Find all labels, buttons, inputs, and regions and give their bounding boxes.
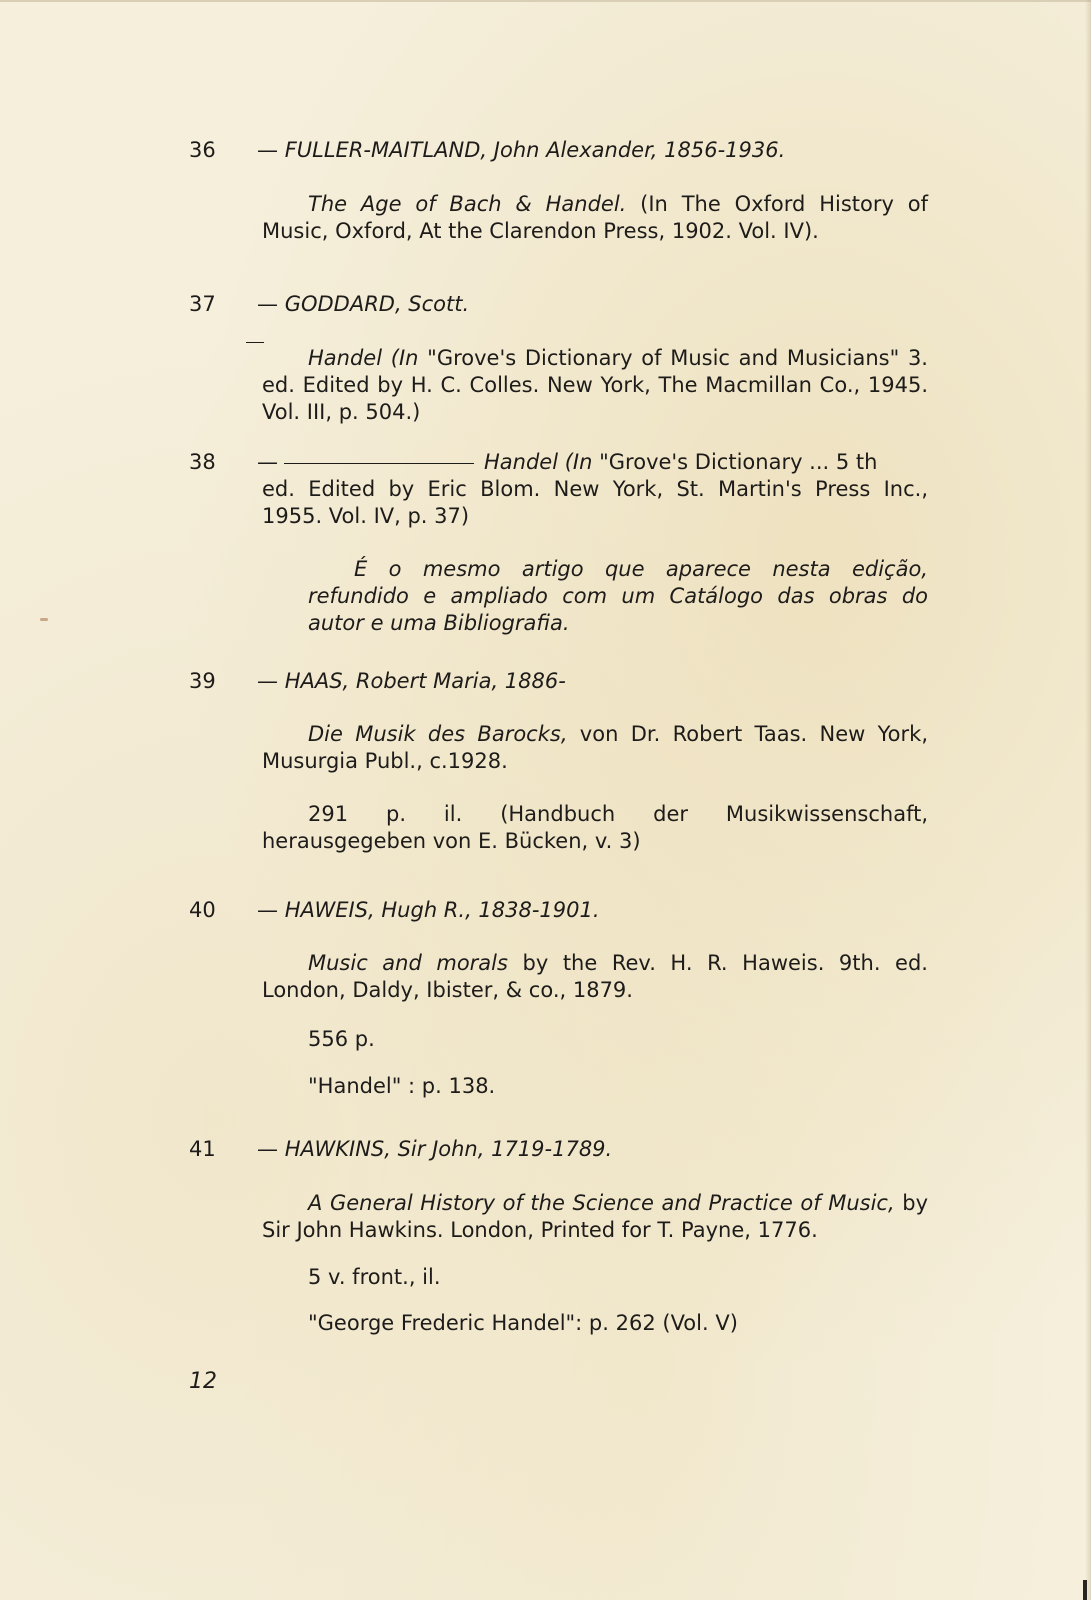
entry-38-citation [262, 476, 928, 530]
entry-number: 40 [189, 898, 216, 922]
work-title: Die Musik des Barocks, [308, 722, 568, 746]
page-number: 12 [189, 1369, 217, 1394]
entry-41-citation [262, 1190, 928, 1244]
citation-text: by Sir John Hawkins. London, Printed for T. Payne, 1776. [262, 1191, 929, 1242]
entry-number: 38 [189, 450, 216, 474]
entry-number: 41 [189, 1137, 216, 1161]
entry-author: HAWEIS, Hugh R., 1838-1901. [284, 898, 600, 922]
entry-dash: — [257, 669, 278, 693]
entry-38-note [308, 556, 928, 637]
entry-36-citation [262, 191, 928, 245]
note-text: É o mesmo artigo que aparece nesta edição, refundido e ampliado com um Catálogo das obras do autor e uma Bibliografia. [308, 557, 928, 635]
entry-40-note [262, 1073, 928, 1100]
entry-dash: — [257, 898, 278, 922]
entry-41-note [262, 1310, 928, 1337]
entry-dash: — [257, 138, 278, 162]
entry-39-heading [189, 668, 566, 695]
citation-text: von Dr. Robert Taas. New York, Musurgia Publ., c.1928. [262, 722, 928, 773]
description-text: 556 p. [308, 1027, 375, 1051]
page-edge-shadow [1085, 0, 1091, 1600]
entry-author: GODDARD, Scott. [284, 292, 470, 316]
entry-38-heading [189, 449, 877, 476]
entry-39-description [262, 801, 928, 855]
entry-author: HAWKINS, Sir John, 1719-1789. [284, 1137, 613, 1161]
entry-author: FULLER-MAITLAND, John Alexander, 1856-1936. [284, 138, 786, 162]
entry-40-pages [262, 1026, 928, 1053]
entry-dash: — [257, 450, 278, 474]
citation-text: (In The Oxford History of Music, Oxford, At the Clarendon Press, 1902. Vol. IV). [262, 192, 928, 243]
top-edge [0, 0, 1091, 2]
entry-number: 37 [189, 292, 216, 316]
entry-author: HAAS, Robert Maria, 1886- [284, 669, 566, 693]
entry-dash: — [257, 292, 278, 316]
entry-41-heading [189, 1136, 612, 1163]
note-text: "George Frederic Handel": p. 262 (Vol. V) [308, 1311, 738, 1335]
entry-40-heading [189, 897, 600, 924]
margin-dash [246, 342, 264, 343]
entry-number: 36 [189, 138, 216, 162]
entry-40-citation [262, 950, 928, 1004]
entry-36-heading [189, 137, 785, 164]
entry-39-citation [262, 721, 928, 775]
entry-37-heading [189, 291, 469, 318]
note-text: "Handel" : p. 138. [308, 1074, 496, 1098]
work-title: A General History of the Science and Practice of Music, [308, 1191, 895, 1215]
description-text: 5 v. front., il. [308, 1265, 441, 1289]
entry-37-citation [262, 345, 928, 426]
entry-dash: — [257, 1137, 278, 1161]
work-title: The Age of Bach & Handel. [308, 192, 627, 216]
paper-stain [40, 618, 48, 621]
entry-number: 39 [189, 669, 216, 693]
ditto-rule [284, 463, 474, 464]
citation-text: "Grove's Dictionary ... 5 th [592, 450, 878, 474]
citation-text: "Grove's Dictionary of Music and Musicians" 3. ed. Edited by H. C. Colles. New York, The Macmillan Co., 1945. Vol. III, p. 504.) [262, 346, 928, 424]
work-title: Music and morals [308, 951, 508, 975]
description-text: 291 p. il. (Handbuch der Musikwissenschaft, herausgegeben von E. Bücken, v. 3) [262, 802, 928, 853]
citation-text: ed. Edited by Eric Blom. New York, St. Martin's Press Inc., 1955. Vol. IV, p. 37) [262, 477, 928, 528]
work-title: Handel (In [308, 346, 419, 370]
work-title: Handel (In [484, 450, 593, 474]
entry-41-description [262, 1264, 928, 1291]
corner-mark [1083, 1580, 1087, 1600]
citation-text: by the Rev. H. R. Haweis. 9th. ed. London, Daldy, Ibister, & co., 1879. [262, 951, 928, 1002]
